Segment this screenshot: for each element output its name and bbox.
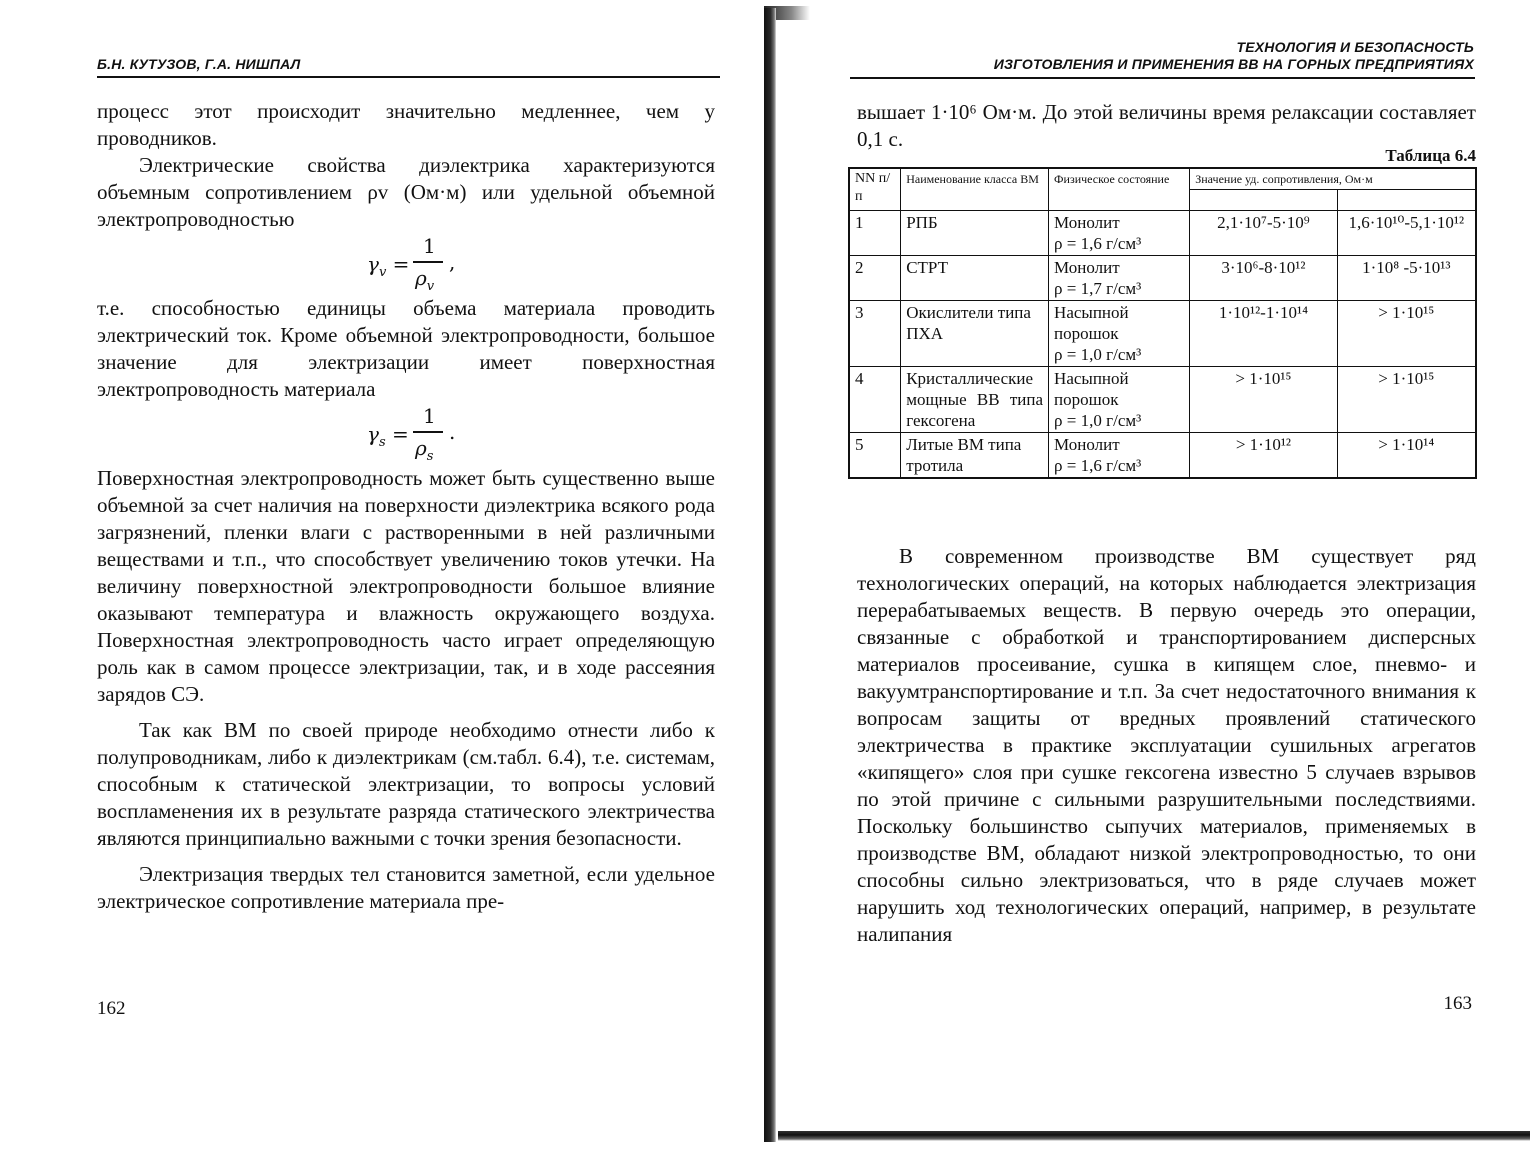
cell-state: Насыпной порошок ρ = 1,0 г/см³ [1049, 367, 1190, 433]
paragraph-2: Электрические свойства диэлектрика характеризуются объемным сопротивлением ρv (Ом·м) или удельной объемной электропроводностью [97, 153, 715, 231]
right-body-paragraph: В современном производстве ВМ существует ряд технологических операций, на которых наблюдается электризация перерабатываемых веществ. В первую очередь это операции, связанные с обработкой и транспортированием дисперсных материалов просеивание, сушка в кипящем слое, пневмо- и вакуумтранспортирование и т.п. За счет недостаточного внимания к вопросам защиты от вредных проявлений статического электричества в практике эксплуатации сушильных агрегатов «кипящего» слоя при сушке гексогена известно 5 случаев взрывов по этой причине с сильными разрушительными последствиями. Поскольку большинство сыпучих материалов, применяемых в производстве ВМ, обладают низкой электропроводностью, то они способны сильно электризоваться, что в ряде случаев может нарушить ход технологических операций, например, в результате налипания [857, 544, 1476, 946]
header-value: Значение уд. сопротивления, Ом·м [1190, 168, 1476, 190]
cell-value-2: 1·10⁸ -5·10¹³ [1337, 256, 1476, 301]
cell-value-1: > 1·10¹² [1190, 433, 1337, 479]
cell-value-1: > 1·10¹⁵ [1190, 367, 1337, 433]
fraction-bar [413, 431, 443, 433]
formula-denominator: $\rho_v$ [415, 266, 435, 294]
cell-name: Литые ВМ типа тротила [901, 433, 1049, 479]
page-number-right: 163 [1443, 993, 1472, 1014]
cell-value-1: 2,1·10⁷-5·10⁹ [1190, 211, 1337, 256]
table-row [849, 256, 1476, 301]
paragraph-3: т.е. способностью единицы объема материала проводить электрический ток. Кроме объемной электропроводности, большое значение для электризации имеет поверхностная электропроводность материала [97, 296, 715, 401]
formula-denominator: $\rho_s$ [415, 436, 434, 464]
table-header-row [849, 168, 1476, 190]
cell-state: Монолит ρ = 1,6 г/см³ [1049, 433, 1190, 479]
cell-num: 5 [849, 433, 901, 479]
cell-value-2: > 1·10¹⁵ [1337, 367, 1476, 433]
paragraph-4: Поверхностная электропроводность может быть существенно выше объемной за счет наличия на поверхности диэлектрика всякого рода загрязнений, пленки влаги с растворенными в ней различными веществами и т.п., что способствует увеличению токов утечки. На величину поверхностной электропроводности большое влияние оказывают температура и влажность окружающего воздуха. Поверхностная электропроводность часто играет определяющую роль как в самом процессе электризации, так, и в ходе рассеяния зарядов СЭ. [97, 466, 715, 706]
table-row [849, 367, 1476, 433]
cell-value-2: > 1·10¹⁴ [1337, 433, 1476, 479]
formula-numerator: 1 [423, 404, 436, 428]
header-num: NN п/п [849, 168, 901, 211]
cell-state: Монолит ρ = 1,7 г/см³ [1049, 256, 1190, 301]
cell-value-2: 1,6·10¹⁰-5,1·10¹² [1337, 211, 1476, 256]
cell-value-2: > 1·10¹⁵ [1337, 301, 1476, 367]
cell-state: Монолит ρ = 1,6 г/см³ [1049, 211, 1190, 256]
formula-punctuation: . [449, 420, 456, 444]
cell-value-1: 3·10⁶-8·10¹² [1190, 256, 1337, 301]
running-head-right-line1: ТЕХНОЛОГИЯ И БЕЗОПАСНОСТЬ [1236, 39, 1474, 55]
formula-numerator: 1 [423, 234, 436, 258]
intro-text: вышает 1·10⁶ Ом·м. До этой величины время релаксации составляет 0,1 с. [857, 100, 1476, 151]
fraction-bar [413, 261, 443, 263]
cell-name: РПБ [901, 211, 1049, 256]
cell-name: СТРТ [901, 256, 1049, 301]
running-head-left: Б.Н. КУТУЗОВ, Г.А. НИШПАЛ [97, 56, 301, 72]
formula-punctuation: , [449, 250, 456, 274]
paragraph-5: Так как ВМ по своей природе необходимо отнести либо к полупроводникам, либо к диэлектрикам (см.табл. 6.4), т.е. системам, способным к статической электризации, то вопросы условий воспламенения их в результате разряда статического электричества являются принципиально важными с точки зрения безопасности. [97, 718, 715, 850]
formula-lhs: $\gamma_s$ = [367, 422, 409, 450]
cell-num: 1 [849, 211, 901, 256]
right-intro [857, 99, 1476, 153]
cell-name: Окислители типа ПХА [901, 301, 1049, 367]
cell-num: 4 [849, 367, 901, 433]
paragraph-1: процесс этот происходит значительно медленнее, чем у проводников. [97, 99, 715, 150]
left-page [0, 0, 760, 1154]
cell-name: Кристаллические мощные ВВ типа гексогена [901, 367, 1049, 433]
resistivity-table [848, 167, 1477, 479]
table-row [849, 301, 1476, 367]
formula-volume-conductivity [97, 233, 715, 295]
formula-lhs: $\gamma_v$ = [367, 252, 410, 280]
header-state: Физическое состояние [1049, 168, 1190, 211]
right-body-column [857, 543, 1476, 948]
cell-value-1: 1·10¹²-1·10¹⁴ [1190, 301, 1337, 367]
table-row [849, 211, 1476, 256]
page-number-left: 162 [97, 998, 126, 1019]
header-rule-right [850, 77, 1475, 79]
header-name: Наименование класса ВМ [901, 168, 1049, 211]
header-rule-left [97, 76, 720, 78]
subheader-cell [1337, 190, 1476, 211]
table-caption: Таблица 6.4 [1385, 146, 1476, 165]
table-row [849, 433, 1476, 479]
formula-surface-conductivity [97, 403, 715, 465]
cell-num: 3 [849, 301, 901, 367]
paragraph-6: Электризация твердых тел становится заметной, если удельное электрическое сопротивление материала пре- [97, 862, 715, 913]
subheader-cell [1190, 190, 1337, 211]
cell-num: 2 [849, 256, 901, 301]
cell-state: Насыпной порошок ρ = 1,0 г/см³ [1049, 301, 1190, 367]
left-text-column [97, 98, 715, 915]
running-head-right-line2: ИЗГОТОВЛЕНИЯ И ПРИМЕНЕНИЯ ВВ НА ГОРНЫХ ПРЕДПРИЯТИЯХ [993, 56, 1474, 72]
